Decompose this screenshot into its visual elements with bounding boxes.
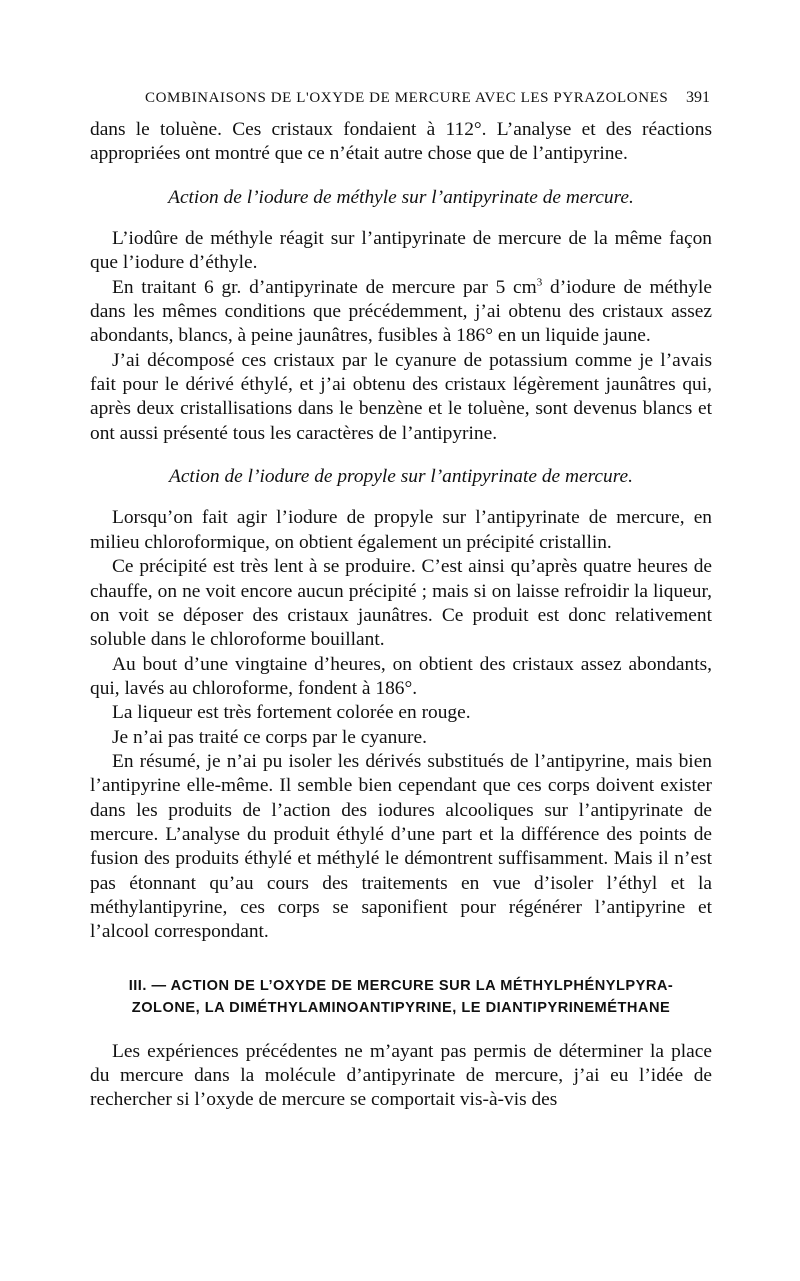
section-heading-methyle: Action de l’iodure de méthyle sur l’antipyrinate de mercure. xyxy=(168,186,634,208)
part-heading-line-1: III. — ACTION DE L’OXYDE DE MERCURE SUR LA MÉTHYLPHÉNYLPYRA- xyxy=(128,977,674,994)
paragraph-propyle-5: Je n’ai pas traité ce corps par le cyanure. xyxy=(112,726,427,748)
paragraph-methyle-3: J’ai décomposé ces cristaux par le cyanure de potassium comme je l’avais fait pour le dérivé éthylé, et j’ai obtenu des cristaux légèrement jaunâtres qui, après deux cristallisations dans le benzène et le toluène, sont devenus blancs et ont aussi présenté tous les caractères de l’antipyrine. xyxy=(90,349,712,444)
paragraph-methyle-2 xyxy=(90,276,712,349)
paragraph-propyle-3: Au bout d’une vingtaine d’heures, on obtient des cristaux assez abondants, qui, lavés au chloroforme, fondent à 186°. xyxy=(90,653,712,699)
section-heading-propyle: Action de l’iodure de propyle sur l’antipyrinate de mercure. xyxy=(168,466,633,488)
paragraph-propyle-1: Lorsqu’on fait agir l’iodure de propyle sur l’antipyrinate de mercure, en milieu chloroformique, on obtient également un précipité cristallin. xyxy=(90,507,712,553)
running-title: COMBINAISONS DE L'OXYDE DE MERCURE AVEC LES PYRAZOLONES xyxy=(145,90,669,106)
paragraph-propyle-2: Ce précipité est très lent à se produire. C’est ainsi qu’après quatre heures de chauffe, on ne voit encore aucun précipité ; mais si on laisse refroidir la liqueur, on voit se déposer des cristaux jaunâtres. Ce produit est donc relativement soluble dans le chloroforme bouillant. xyxy=(90,556,712,651)
cubic-superscript: 3 xyxy=(536,276,543,289)
paragraph-propyle-4: La liqueur est très fortement colorée en rouge. xyxy=(112,702,471,724)
part-heading-line-2: ZOLONE, LA DIMÉTHYLAMINOANTIPYRINE, LE DIANTIPYRINEMÉTHANE xyxy=(131,999,671,1016)
running-header xyxy=(90,88,712,112)
paragraph-methyle-1: L’iodûre de méthyle réagit sur l’antipyrinate de mercure de la même façon que l’iodure d’éthyle. xyxy=(90,228,712,274)
page-number: 391 xyxy=(686,89,710,106)
paragraph-intro: dans le toluène. Ces cristaux fondaient à 112°. L’analyse et des réactions appropriées ont montré que ce n’était autre chose que de l’antipyrine. xyxy=(90,119,712,165)
paragraph-methyle-2-part-a: En traitant 6 gr. d’antipyrinate de mercure par 5 cm xyxy=(112,276,537,298)
body-text xyxy=(90,118,712,1113)
paragraph-methyle-2-part-b: d’iodure de méthyle dans les mêmes conditions que précédemment, j’ai obtenu des cristaux assez abondants, blancs, à peine jaunâtres, fusibles à 186° en un liquide jaune. xyxy=(90,276,712,347)
part-heading xyxy=(90,975,712,1019)
paragraph-resume: En résumé, je n’ai pu isoler les dérivés substitués de l’antipyrine, mais bien l’antipyrine elle-même. Il semble bien cependant que ces corps doivent exister dans les produits de l’action des iodures alcooliques sur l’antipyrinate de mercure. L’analyse du produit éthylé d’une part et la différence des points de fusion des produits éthylé et méthylé le démontrent suffisamment. Mais il n’est pas étonnant qu’au cours des traitements en vue d’isoler l’éthyl et la méthylantipyrine, ces corps se saponifient pour régénérer l’antipyrine et l’alcool correspondant. xyxy=(90,750,712,943)
paragraph-final: Les expériences précédentes ne m’ayant pas permis de déterminer la place du mercure dans la molécule d’antipyrinate de mercure, j’ai eu l’idée de rechercher si l’oxyde de mercure se comportait vis-à-vis des xyxy=(90,1040,712,1111)
